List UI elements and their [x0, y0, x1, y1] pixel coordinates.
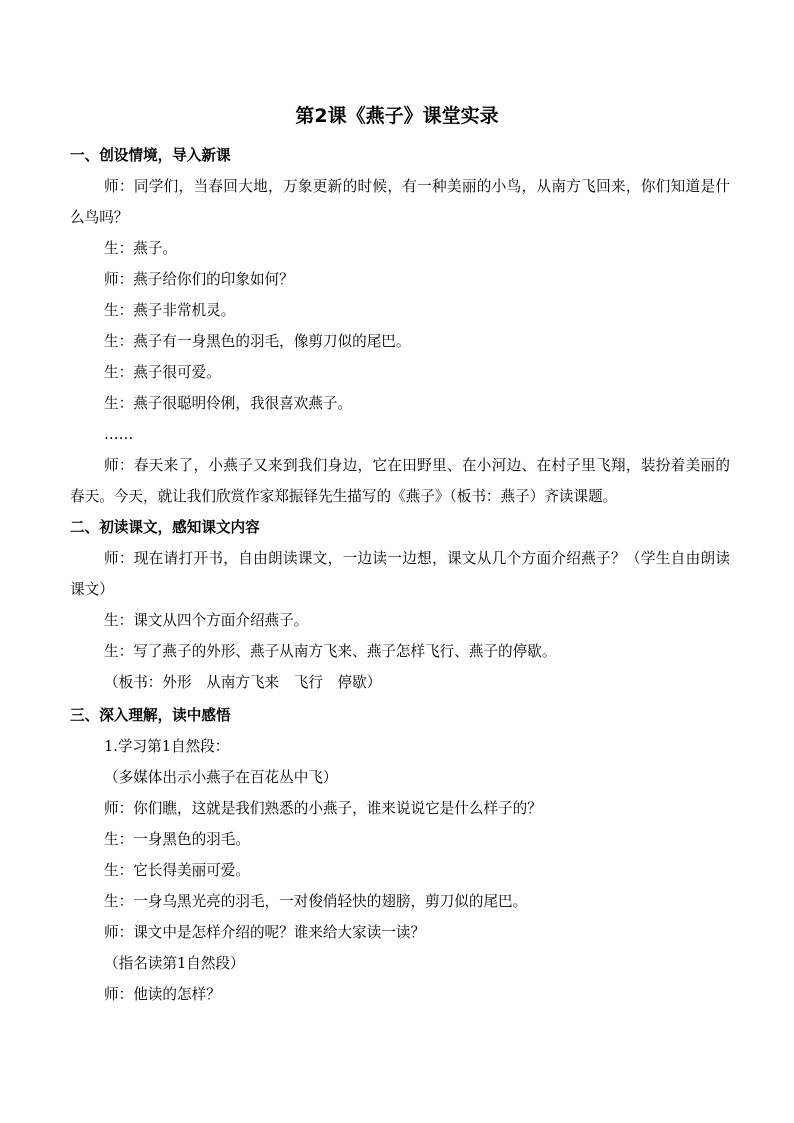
dialogue-line: 生：燕子。: [104, 240, 177, 257]
ellipsis-line: ……: [104, 426, 134, 443]
dialogue-line: 师：燕子给你们的印象如何？: [104, 271, 294, 288]
dialogue-line: 生：一身乌黑光亮的羽毛，一对俊俏轻快的翅膀，剪刀似的尾巴。: [104, 893, 528, 910]
paragraph: 师：现在请打开书，自由朗读课文，一边读一边想，课文从几个方面介绍燕子？（学生自由朗读课文）: [70, 550, 730, 598]
subsection-heading: 1.学习第1自然段：: [104, 738, 230, 755]
stage-direction: （多媒体出示小燕子在百花丛中飞）: [104, 769, 338, 786]
dialogue-line: 生：写了燕子的外形、燕子从南方飞来、燕子怎样飞行、燕子的停歇。: [104, 643, 557, 660]
section-heading: 一、创设情境，导入新课: [70, 147, 231, 164]
dialogue-line: 生：燕子很可爱。: [104, 364, 221, 381]
stage-direction: （指名读第1自然段）: [104, 955, 245, 972]
paragraph: 师：同学们，当春回大地，万象更新的时候，有一种美丽的小鸟，从南方飞回来，你们知道是什么鸟吗？: [70, 178, 730, 226]
dialogue-line: 生：课文从四个方面介绍燕子。: [104, 612, 309, 629]
dialogue-line: 生：它长得美丽可爱。: [104, 862, 250, 879]
section-heading: 二、初读课文，感知课文内容: [70, 519, 260, 536]
dialogue-line: 师：课文中是怎样介绍的呢？谁来给大家读一读？: [104, 924, 426, 941]
section-heading: 三、深入理解，读中感悟: [70, 707, 231, 724]
dialogue-line: 生：燕子很聪明伶俐，我很喜欢燕子。: [104, 395, 353, 412]
paragraph: 师：春天来了，小燕子又来到我们身边，它在田野里、在小河边、在村子里飞翔，装扮着美丽的春天。今天，就让我们欣赏作家郑振铎先生描写的《燕子》（板书：燕子）齐读课题。: [70, 457, 730, 505]
dialogue-line: 师：他读的怎样？: [104, 986, 221, 1003]
page-title: 第2课《燕子》课堂实录: [295, 105, 499, 127]
blackboard-note: （板书：外形 从南方飞来 飞行 停歇）: [104, 674, 382, 691]
dialogue-line: 生：一身黑色的羽毛。: [104, 831, 250, 848]
dialogue-line: 生：燕子非常机灵。: [104, 302, 236, 319]
dialogue-line: 生：燕子有一身黑色的羽毛，像剪刀似的尾巴。: [104, 333, 411, 350]
dialogue-line: 师：你们瞧，这就是我们熟悉的小燕子，谁来说说它是什么样子的？: [104, 800, 542, 817]
